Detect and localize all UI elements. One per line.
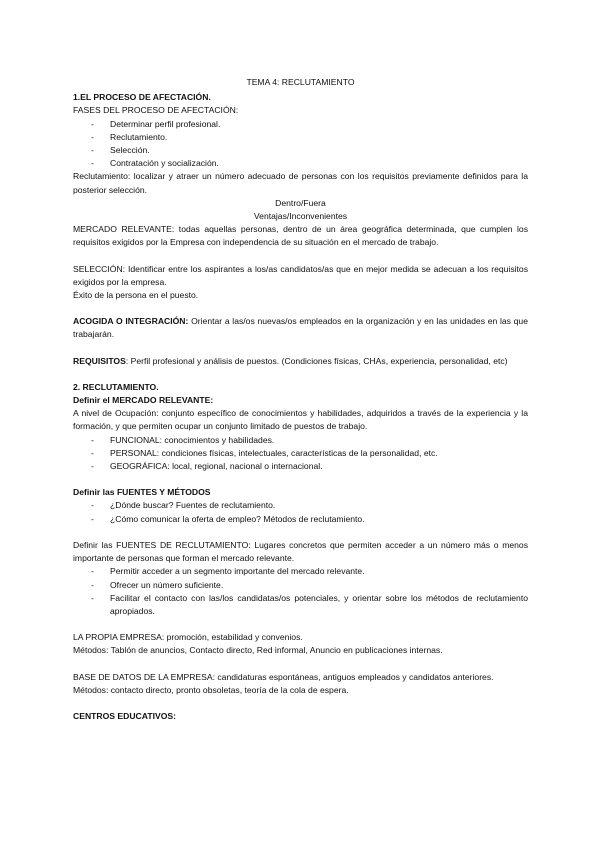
- acogida-paragraph: [73, 315, 528, 341]
- requisitos-text: : Perfil profesional y análisis de puestos. (Condiciones físicas, CHAs, experiencia, personalidad, etc): [125, 355, 508, 366]
- fuentes-reclutamiento-paragraph: Definir las FUENTES DE RECLUTAMIENTO: Lugares concretos que permiten acceder a un número más o menos importante de personas que forman el mercado relevante.: [73, 539, 528, 564]
- list-item: [73, 131, 528, 144]
- list-item-text: Facilitar el contacto con las/los candidatas/os potenciales, y orientar sobre los métodos de reclutamiento apropiados.: [110, 592, 528, 616]
- reclutamiento-definition: Reclutamiento: localizar y atraer un número adecuado de personas con los requisitos previamente definidos para la posterior selección.: [73, 171, 528, 195]
- ventajas-label: Ventajas/Inconvenientes: [253, 211, 348, 222]
- list-item-text: GEOGRÁFICA: local, regional, nacional o internacional.: [110, 461, 323, 472]
- list-item-text: Contratación y socialización.: [110, 158, 219, 169]
- document-title: TEMA 4: RECLUTAMIENTO: [246, 77, 355, 87]
- acogida-label: ACOGIDA O INTEGRACIÓN:: [73, 316, 189, 327]
- list-item-text: Ofrecer un número suficiente.: [110, 579, 224, 590]
- seleccion-definition: SELECCIÓN: Identificar entre los aspirantes a los/as candidatos/as que en mejor medida se adecuan a los requisitos exigidos por la empresa.: [73, 263, 528, 287]
- centros-educativos-heading: CENTROS EDUCATIVOS:: [73, 710, 176, 721]
- list-dash: -: [91, 158, 94, 169]
- base-datos-line: BASE DE DATOS DE LA EMPRESA: candidaturas espontáneas, antiguos empleados y candidatos anteriores.: [73, 671, 494, 682]
- base-datos-metodos: Métodos: contacto directo, pronto obsoletas, teoría de la cola de espera.: [73, 684, 349, 695]
- propia-empresa-line: LA PROPIA EMPRESA: promoción, estabilidad y convenios.: [73, 632, 303, 643]
- fuentes-list: [73, 565, 528, 618]
- fases-list: [73, 118, 528, 171]
- list-dash: -: [91, 447, 94, 458]
- niveles-list: [73, 434, 528, 474]
- acogida-text: Orientar a las/os nuevas/os empleados en la organización y en las unidades en las que trabajarán.: [73, 316, 528, 340]
- section-1-heading: 1.EL PROCESO DE AFECTACIÓN.: [73, 92, 211, 103]
- list-item-text: ¿Cómo comunicar la oferta de empleo? Métodos de reclutamiento.: [110, 513, 365, 524]
- list-item: [73, 565, 528, 578]
- list-dash: -: [91, 434, 94, 445]
- definir-mercado-heading: Definir el MERCADO RELEVANTE:: [73, 395, 214, 406]
- list-dash: -: [91, 592, 94, 603]
- list-item-text: ¿Dónde buscar? Fuentes de reclutamiento.: [110, 500, 276, 511]
- list-item-text: FUNCIONAL: conocimientos y habilidades.: [110, 434, 275, 445]
- list-dash: -: [91, 500, 94, 511]
- list-dash: -: [91, 513, 94, 524]
- list-item-text: Permitir acceder a un segmento importante del mercado relevante.: [110, 566, 365, 577]
- dentro-fuera-label: Dentro/Fuera: [275, 197, 326, 208]
- mercado-relevante-definition: MERCADO RELEVANTE: todas aquellas personas, dentro de un área geográfica determinada, que cumplen los requisitos exigidos por la Empresa con independencia de su situación en el mercado de trabajo.: [73, 224, 528, 248]
- list-item: [73, 592, 528, 618]
- list-item: [73, 434, 528, 447]
- list-item: [73, 144, 528, 157]
- list-item-text: Reclutamiento.: [110, 131, 168, 142]
- list-dash: -: [91, 461, 94, 472]
- requisitos-paragraph: [73, 355, 528, 368]
- propia-empresa-metodos: Métodos: Tablón de anuncios, Contacto directo, Red informal, Anuncio en publicaciones internas.: [73, 645, 443, 656]
- list-item-text: Selección.: [110, 145, 150, 156]
- fases-heading: FASES DEL PROCESO DE AFECTACIÓN:: [73, 105, 239, 116]
- nivel-ocupacion-paragraph: A nivel de Ocupación: conjunto específico de conocimientos y habilidades, adquiridos a través de la experiencia y la formación, y que permiten ocupar un conjunto limitado de puestos de trabajo.: [73, 408, 528, 432]
- list-item: [73, 447, 528, 460]
- list-dash: -: [91, 145, 94, 156]
- list-item: [73, 499, 528, 512]
- list-item: [73, 513, 528, 526]
- exito-line: Éxito de la persona en el puesto.: [73, 290, 199, 301]
- list-dash: -: [91, 131, 94, 142]
- fuentes-metodos-heading: Definir las FUENTES Y MÉTODOS: [73, 487, 211, 498]
- list-item: [73, 579, 528, 592]
- list-dash: -: [91, 118, 94, 129]
- list-dash: -: [91, 579, 94, 590]
- preguntas-list: [73, 499, 528, 525]
- list-item: [73, 157, 528, 170]
- section-2-heading: 2. RECLUTAMIENTO.: [73, 381, 159, 392]
- list-item-text: PERSONAL: condiciones físicas, intelectuales, características de la personalidad, etc.: [110, 447, 438, 458]
- requisitos-label: REQUISITOS: [73, 355, 126, 366]
- list-dash: -: [91, 566, 94, 577]
- list-item: [73, 460, 528, 473]
- list-item-text: Determinar perfil profesional.: [110, 118, 221, 129]
- list-item: [73, 118, 528, 131]
